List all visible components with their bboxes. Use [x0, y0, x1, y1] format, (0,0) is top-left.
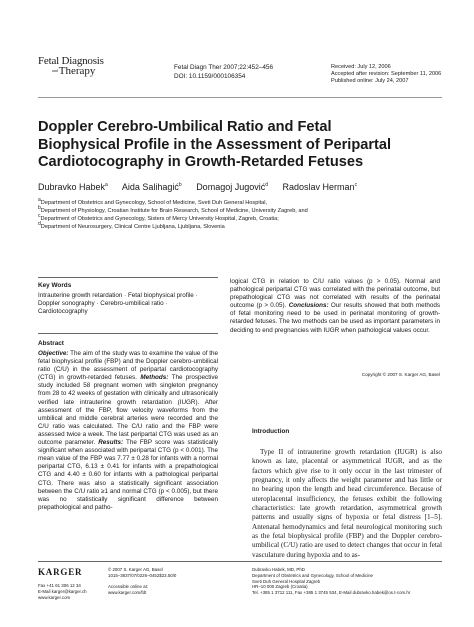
online-url[interactable]: www.karger.com/fdt [108, 590, 147, 596]
affiliation-sup: d [38, 221, 41, 228]
objective-label: Objective: [38, 350, 69, 357]
dates-block [331, 64, 471, 86]
title-line2: Biophysical Profile in the Assessment of Peripartal [38, 136, 392, 153]
results-text: The FBP score was statistically significant when associated with peripartal CTG (p < 0.001). The mean value of the FBP was 7.77 ± 0.28 for infants with a normal peripartal CTG, 6.13 ± 0.41 for infants with a prepathological CTG and 4.40 ± 0.60 for infants with a pathological peripartal CTG. There was also a statistically significant association between the C/U ratio ≥1 and normal CTG (p < 0.005), but there was no statistically significant difference between prepathological and patho- [38, 439, 218, 511]
journal-logo [38, 56, 138, 76]
abstract-divider [38, 333, 218, 334]
objective-text: The aim of the study was to examine the value of the fetal biophysical profile (FBP) and the Doppler cerebro-umbilical ratio (C/U) in the assessment of peripartal cardiotocography (CTG) in growth-retarded fetuses. [38, 350, 218, 382]
author-name: Aida Salihagić [121, 182, 179, 192]
header-divider [38, 97, 442, 98]
publisher-web[interactable]: www.karger.com [38, 594, 71, 600]
conclusions-text: Our results showed that both methods of fetal monitoring need to be used in perinatal monitoring of growth-retarded fetuses. The two methods can be used as important parameters in deciding to end pregnancies with IUGR when pathological values occur. [230, 302, 441, 334]
author [196, 182, 268, 192]
author-list [38, 181, 458, 193]
footer-divider [38, 561, 442, 562]
copyright-line: © 2007 S. Karger AG, Basel [108, 567, 163, 572]
methods-label: Methods: [140, 374, 169, 382]
corr-city: HR–10 000 Zagreb (Croatia) [252, 584, 308, 590]
journal-logo-line1: Fetal Diagnosis [38, 55, 104, 67]
correspondence-block [252, 567, 452, 596]
corr-hosp: Sveti Duh General Hospital Zagreb [252, 578, 321, 584]
author-sup: c [354, 182, 358, 188]
citation: Fetal Diagn Ther 2007;22:452–456 [174, 64, 274, 71]
abstract-continued [230, 278, 440, 335]
affiliation-sup: b [38, 205, 41, 212]
affiliation-sup: a [38, 197, 41, 204]
affiliation-text: Department of Obstetrics and Gynecology, School of Medicine, Sveti Duh General Hospital, [40, 200, 268, 206]
keywords-heading: Key Words [38, 282, 72, 289]
keywords-text: Intrauterine growth retardation · Fetal biophysical profile · Doppler sonography · Cerebro-umbilical ratio · Cardiotocography [38, 292, 198, 316]
author-sup: a [105, 182, 108, 188]
journal-logo-line2-text: Therapy [58, 65, 96, 77]
corr-name: Dubravko Habek, MD, PhD [252, 567, 305, 572]
author-name: Dubravko Habek [38, 182, 106, 192]
accepted-date: Accepted after revision: September 11, 2006 [331, 71, 442, 78]
received-date: Received: July 12, 2006 [331, 64, 391, 70]
affiliation-sup: c [38, 213, 41, 220]
online-label: Accessible online at: [108, 584, 149, 590]
citation-block [174, 64, 324, 81]
introduction-heading: Introduction [252, 428, 290, 435]
corr-dept: Department of Obstetrics and Gynecology, School of Medicine [252, 572, 373, 578]
author-sup: d [265, 182, 269, 188]
abstract-copyright: Copyright © 2007 S. Karger AG, Basel [361, 372, 440, 377]
title-line3: Cardiotocography in Growth-Retarded Fetuses [38, 154, 364, 170]
issn: 1015–3837/07/0226–0452$23.50/0 [108, 572, 177, 578]
affiliation [38, 223, 458, 231]
journal-logo-line2 [38, 66, 138, 76]
doi[interactable]: DOI: 10.1159/000106354 [174, 72, 246, 80]
author [38, 182, 108, 192]
affiliation [38, 207, 458, 215]
affiliation-list [38, 199, 458, 231]
abstract-text [38, 350, 218, 512]
affiliation [38, 199, 458, 207]
introduction-text: Type II of intrauterine growth retardation (IUGR) is also known as late, placental or asymmetrical IUGR, and as the factors which give rise to it only occur in the last trimester of pregnancy, it only affects the weight parameter and has little or no bearing upon the length and head circumference. Because of uteroplacental insufficiency, the fetuses exhibit the following characteristics: late growth retardation, asymmetrical growth patterns and usually signs of hypoxia or fetal distress [1–5]. Antenatal hemodynamics and fetal neurological monitoring such as the fetal biophysical profile (FBP) and the Doppler cerebro-umbilical (C/U) ratio are used to detect changes that occur in fetal vasculature during hypoxia and to as- [252, 448, 442, 559]
affiliation-text: Department of Physiology, Croatian Institute for Brain Research, School of Medicine, University Zagreb, and [40, 208, 308, 214]
author-name: Domagoj Jugović [196, 182, 266, 192]
publisher-contact [38, 583, 104, 600]
author [122, 182, 182, 192]
abstract-heading: Abstract [38, 340, 64, 347]
conclusions-label: Conclusions: [288, 302, 329, 310]
author-name: Radoslav Herman [282, 182, 355, 192]
corr-contact[interactable]: Tel. +385 1 3712 111, Fax +385 1 3745 534, E-Mail dubravko.habek@os.t-com.hr [252, 590, 411, 596]
journal-logo-with: and [52, 68, 58, 74]
title-line1: Doppler Cerebro-Umbilical Ratio and Fetal [38, 119, 332, 135]
published-date: Published online: July 24, 2007 [331, 78, 409, 85]
publisher-fax: Fax +41 61 306 12 34 [38, 583, 81, 588]
publisher-logo: KARGER [38, 567, 83, 577]
publisher-email[interactable]: E-Mail karger@karger.ch [38, 588, 87, 594]
continued-text: logical CTG in relation to C/U ratio values (p > 0.05). Normal and pathological peripartal CTG was correlated with the perinatal outcome, but prepathological CTG was not correlated with results of the perinatal outcome (p > 0.05). [230, 278, 440, 310]
article-title [38, 119, 448, 172]
author [283, 182, 358, 192]
keywords-divider [38, 277, 218, 278]
affiliation-text: Department of Neurosurgery, Clinical Centre Ljubljana, Ljubljana, Slovenia [40, 224, 225, 230]
affiliation-text: Department of Obstetrics and Gynecology, Sisters of Mercy University Hospital, Zagreb, Croatia; [40, 216, 279, 222]
methods-text: The prospective study included 58 pregnant women with singleton pregnancy from 28 to 42 weeks of gestation with clinically and ultrasonically verified late intrauterine growth retardation (IUGR). After assessment of the FBP, flow velocity waveforms from the umbilical and middle cerebral arteries were recorded and the C/U ratio was calculated. The C/U ratio and the FBP were assessed twice a week. The last peripartal CTG was used as an outcome parameter. [38, 374, 219, 447]
author-sup: b [178, 182, 182, 188]
publisher-copyright [108, 567, 208, 596]
results-label: Results: [98, 439, 124, 447]
affiliation [38, 215, 458, 223]
